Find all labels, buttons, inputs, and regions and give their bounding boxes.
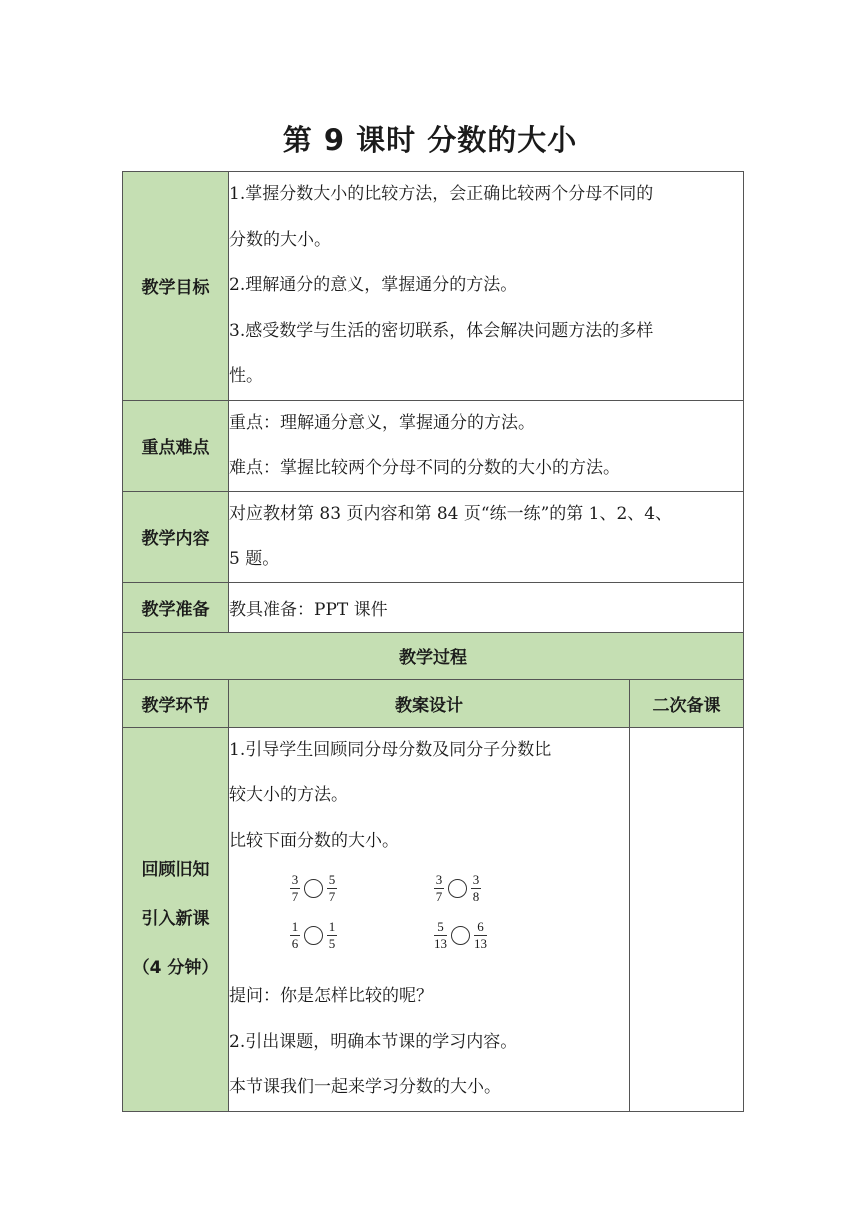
process-header: 教学过程	[123, 632, 744, 679]
comparison-item	[290, 920, 337, 951]
review-design	[229, 727, 630, 1111]
goals-line: 3.感受数学与生活的密切联系，体会解决问题方法的多样	[229, 320, 654, 341]
goals-line: 1.掌握分数大小的比较方法，会正确比较两个分母不同的	[229, 184, 654, 204]
review-line: 较大小的方法。	[229, 785, 348, 805]
fraction: $\frac{5}{7}$	[328, 872, 336, 904]
review-line: 比较下面分数的大小。	[229, 830, 399, 851]
compare-circle	[448, 879, 467, 898]
fraction: $\frac{5}{13}$	[434, 919, 447, 951]
fraction-comparisons	[229, 864, 629, 974]
col-notes: 二次备课	[630, 679, 744, 727]
review-line: 提问：你是怎样比较的呢？	[229, 986, 433, 1006]
content-line: 5 题。	[229, 548, 280, 569]
col-design: 教案设计	[229, 679, 630, 727]
compare-circle	[304, 926, 323, 945]
review-notes-cell	[630, 727, 744, 1111]
prep-row	[123, 582, 744, 632]
col-step: 教学环节	[123, 679, 229, 727]
review-label	[123, 727, 229, 1111]
key-points-label: 重点难点	[123, 400, 229, 491]
comparison-item	[434, 920, 487, 951]
goals-row	[123, 172, 744, 401]
compare-circle	[304, 879, 323, 898]
content-label: 教学内容	[123, 491, 229, 582]
content-text	[229, 491, 744, 582]
review-line: 2.引出课题，明确本节课的学习内容。	[229, 1031, 518, 1052]
compare-circle	[451, 926, 470, 945]
column-header-row	[123, 679, 744, 727]
review-label-line: （4 分钟）	[132, 957, 219, 978]
key-point-line: 重点：理解通分意义，掌握通分的方法。	[229, 412, 535, 433]
fraction: $\frac{3}{7}$	[435, 872, 443, 904]
goals-content	[229, 172, 744, 401]
review-label-line: 引入新课	[141, 908, 210, 929]
review-line: 本节课我们一起来学习分数的大小。	[229, 1077, 501, 1097]
comparison-item	[434, 873, 481, 904]
content-line: 对应教材第 83 页内容和第 84 页“练一练”的第 1、2、4、	[229, 503, 673, 524]
prep-label: 教学准备	[123, 582, 229, 632]
content-row	[123, 491, 744, 582]
difficulty-line: 难点：掌握比较两个分母不同的分数的大小的方法。	[229, 457, 620, 478]
goals-line: 2.理解通分的意义，掌握通分的方法。	[229, 275, 518, 295]
fraction: $\frac{1}{6}$	[291, 919, 299, 951]
key-points-content	[229, 400, 744, 491]
fraction: $\frac{1}{5}$	[328, 919, 336, 951]
page-title: 第 9 课时 分数的大小	[282, 123, 578, 157]
goals-line: 性。	[229, 366, 263, 386]
comparison-item	[290, 873, 337, 904]
fraction: $\frac{3}{8}$	[472, 872, 480, 904]
goals-label: 教学目标	[123, 172, 229, 401]
fraction: $\frac{3}{7}$	[291, 872, 299, 904]
review-line: 1.引导学生回顾同分母分数及同分子分数比	[229, 739, 552, 760]
key-points-row	[123, 400, 744, 491]
lesson-plan-table	[122, 171, 744, 1112]
process-header-row	[123, 632, 744, 679]
goals-line: 分数的大小。	[229, 229, 331, 250]
fraction: $\frac{6}{13}$	[474, 919, 487, 951]
prep-text: 教具准备：PPT 课件	[229, 582, 744, 632]
review-row	[123, 727, 744, 1111]
review-label-line: 回顾旧知	[141, 859, 210, 880]
